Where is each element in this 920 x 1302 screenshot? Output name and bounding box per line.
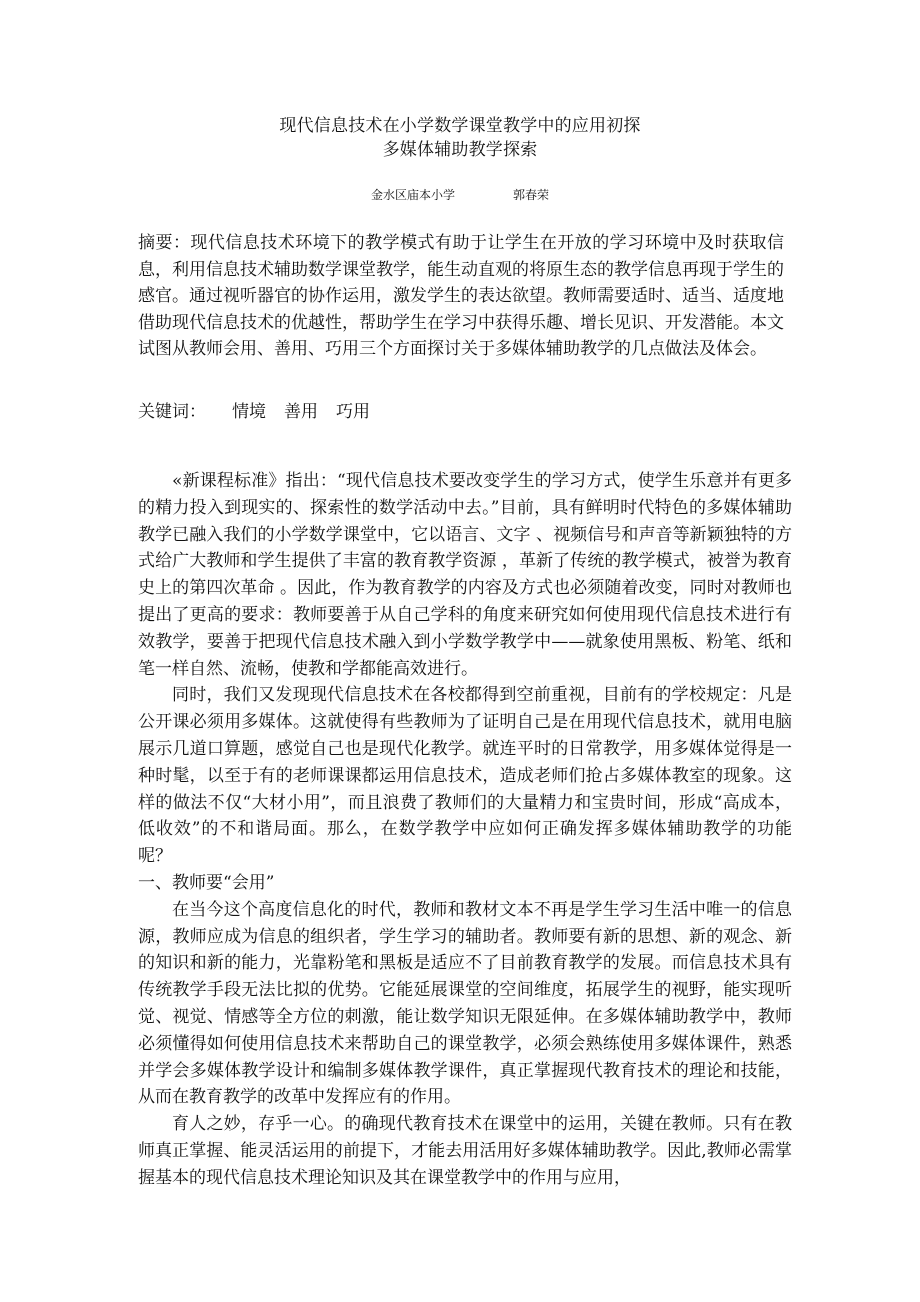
- body-paragraph: 同时，我们又发现现代信息技术在各校都得到空前重视，目前有的学校规定：凡是公开课必须用多媒体。这就使得有些教师为了证明自己是在用现代信息技术，就用电脑展示几道口算题，感觉自己也是现代化教学。就连平时的日常教学，用多媒体觉得是一种时髦，以至于有的老师课课都运用信息技术，造成老师们抢占多媒体教室的现象。这样的做法不仅“大材小用”，而且浪费了教师们的大量精力和宝贵时间，形成“高成本，低收效”的不和谐局面。那么，在数学教学中应如何正确发挥多媒体辅助教学的功能呢？: [138, 685, 792, 867]
- body-paragraph: 育人之妙，存乎一心。的确现代教育技术在课堂中的运用，关键在教师。只有在教师真正掌握、能灵活运用的前提下，才能去用活用好多媒体辅助教学。因此,教师必需掌握基本的现代信息技术理论知识及其在课堂教学中的作用与应用，: [138, 1114, 792, 1188]
- body-paragraph: 在当今这个高度信息化的时代，教师和教材文本不再是学生学习生活中唯一的信息源，教师应成为信息的组织者，学生学习的辅助者。教师要有新的思想、新的观念、新的知识和新的能力，光靠粉笔和黑板是适应不了目前教育教学的发展。而信息技术具有传统教学手段无法比拟的优势。它能延展课堂的空间维度，拓展学生的视野，能实现听觉、视觉、情感等全方位的刺激，能让数学知识无限延伸。在多媒体辅助教学中，教师必须懂得如何使用信息技术来帮助自己的课堂教学，必须会熟练使用多媒体课件，熟悉并学会多媒体教学设计和编制多媒体教学课件，真正掌握现代教育技术的理论和技能，从而在教育教学的改革中发挥应有的作用。: [138, 899, 792, 1108]
- keyword-item: 情境: [232, 402, 266, 422]
- document-subtitle: 多媒体辅助教学探索: [382, 140, 538, 160]
- keyword-item: 善用: [284, 402, 318, 422]
- school-name: 金水区庙本小学: [370, 188, 455, 202]
- author-line: [0, 186, 920, 204]
- keywords-label: 关键词：: [138, 402, 206, 422]
- section-heading: 一、教师要“会用”: [138, 872, 275, 893]
- author-name: 郭春荣: [513, 188, 550, 202]
- body-paragraph: «新课程标准》指出：“现代信息技术要改变学生的学习方式，使学生乐意并有更多的精力投入到现实的、探索性的数学活动中去。”目前，具有鲜明时代特色的多媒体辅助教学已融入我们的小学数学课堂中，它以语言、文字 、视频信号和声音等新颖独特的方式给广大教师和学生提供了丰富的教育教学资源 ，革新了传统的教学模式，被誉为教育史上的第四次革命 。因此，作为教育教学的内容及方式也必须随着改变，同时对教师也提出了更高的要求：教师要善于从自己学科的角度来研究如何使用现代信息技术进行有效教学，要善于把现代信息技术融入到小学数学教学中——就象使用黑板、粉笔、纸和笔一样自然、流畅，使教和学都能高效进行。: [138, 471, 792, 679]
- keyword-item: 巧用: [336, 402, 370, 422]
- document-title: 现代信息技术在小学数学课堂教学中的应用初探: [279, 116, 641, 136]
- keywords-line: [138, 399, 784, 425]
- abstract-paragraph: 摘要：现代信息技术环境下的教学模式有助于让学生在开放的学习环境中及时获取信息，利用信息技术辅助数学课堂教学，能生动直观的将原生态的教学信息再现于学生的感官。通过视听器官的协作运用，激发学生的表达欲望。教师需要适时、适当、适度地借助现代信息技术的优越性，帮助学生在学习中获得乐趣、增长见识、开发潜能。本文试图从教师会用、善用、巧用三个方面探讨关于多媒体辅助教学的几点做法及体会。: [138, 233, 784, 359]
- body-text: [138, 468, 792, 1192]
